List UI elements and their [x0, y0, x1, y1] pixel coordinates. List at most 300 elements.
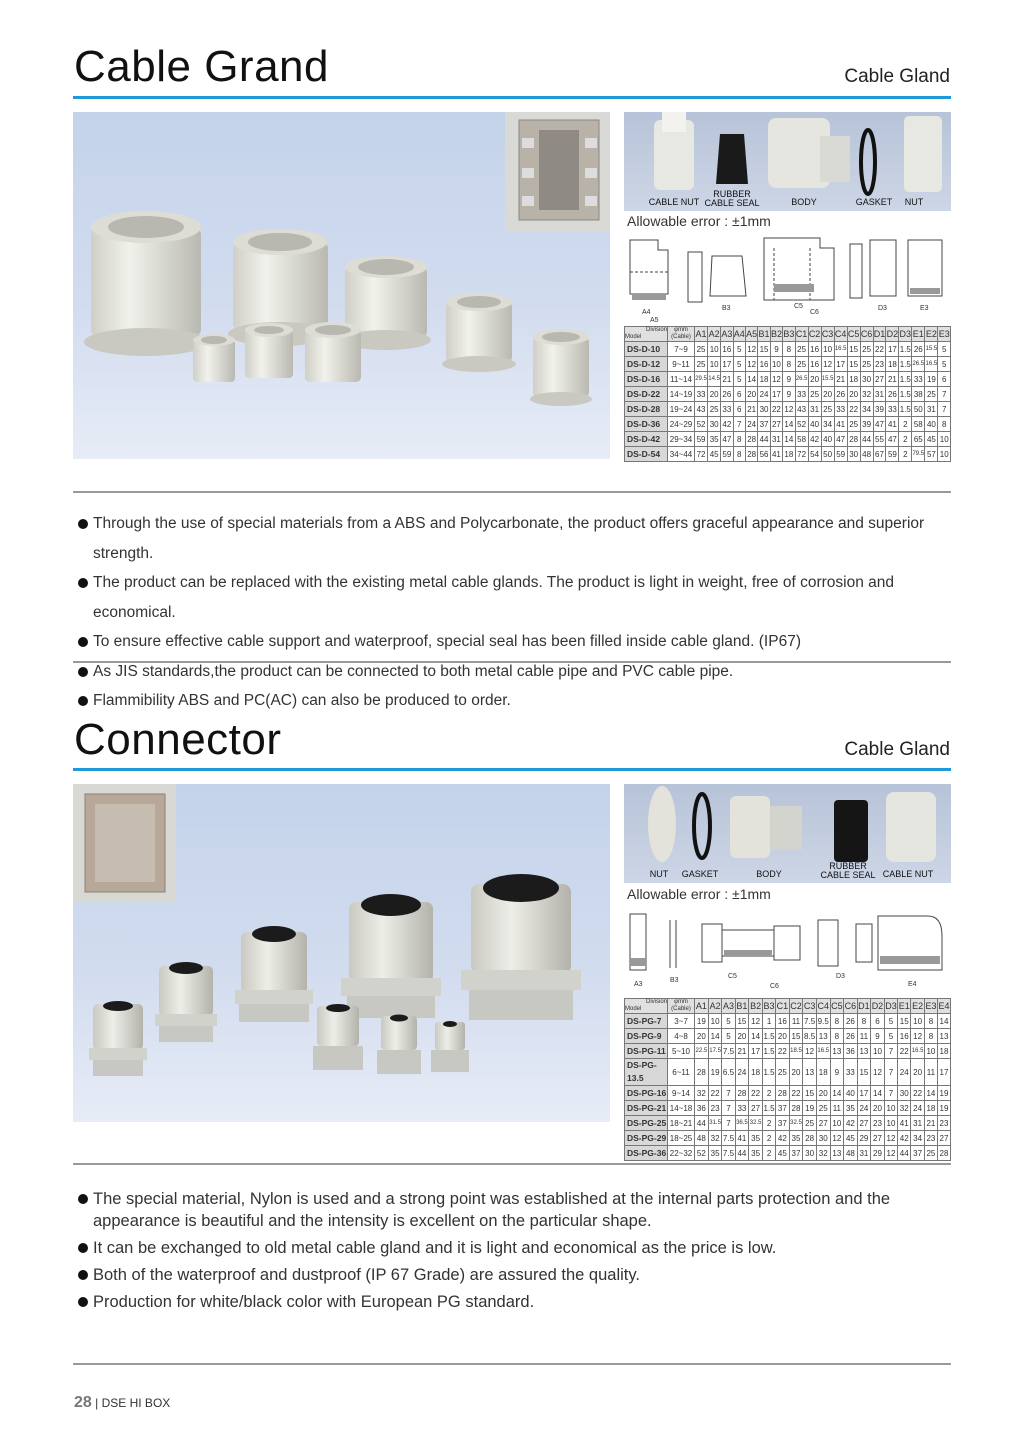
value-cell: 17.5 [708, 1044, 722, 1059]
column-header: D1 [857, 999, 871, 1014]
value-cell: 5 [722, 1029, 735, 1044]
value-cell: 7 [938, 402, 951, 417]
value-cell: 22 [749, 1086, 763, 1101]
value-cell: 59 [834, 447, 847, 462]
value-cell: 9 [783, 372, 795, 387]
value-cell: 7 [733, 417, 745, 432]
value-cell: 22.5 [695, 1044, 709, 1059]
value-cell: 14 [749, 1029, 763, 1044]
part-label-rubber-cable-seal: RUBBER CABLE SEAL [820, 861, 876, 880]
section-divider [73, 491, 951, 493]
value-cell: 59 [695, 432, 708, 447]
value-cell: 37 [776, 1116, 790, 1131]
column-header: C1 [776, 999, 790, 1014]
value-cell: 12 [803, 1044, 817, 1059]
value-cell: 17 [749, 1044, 763, 1059]
cable-grand-technical-drawing [624, 232, 951, 322]
header-model-label: Model [625, 1006, 642, 1012]
value-cell: 10 [924, 1044, 937, 1059]
cable-range-cell: 7~9 [668, 342, 695, 357]
table-header-row [625, 999, 951, 1014]
table-row [625, 1059, 951, 1086]
value-cell: 37 [758, 417, 770, 432]
value-cell: 2 [762, 1131, 775, 1146]
table-row [625, 402, 951, 417]
value-cell: 8 [830, 1014, 844, 1029]
value-cell: 52 [695, 417, 708, 432]
value-cell: 6 [733, 387, 745, 402]
value-cell: 30 [758, 402, 770, 417]
title-rule [73, 768, 951, 771]
column-header: C2 [789, 999, 803, 1014]
cable-range-cell: 19~24 [668, 402, 695, 417]
value-cell: 26 [834, 387, 847, 402]
value-cell: 7 [722, 1101, 735, 1116]
value-cell: 52 [695, 1146, 709, 1161]
feature-item: As JIS standards,the product can be connected to both metal cable pipe and PVC cable pipe. [76, 657, 956, 687]
value-cell: 17 [886, 342, 899, 357]
value-cell: 18.5 [789, 1044, 803, 1059]
value-cell: 27 [770, 417, 782, 432]
model-cell: DS-PG-16 [625, 1086, 668, 1101]
value-cell: 13 [803, 1059, 817, 1086]
value-cell: 6.5 [722, 1059, 735, 1086]
value-cell: 13 [816, 1029, 830, 1044]
value-cell: 19 [695, 1014, 709, 1029]
table-row [625, 1014, 951, 1029]
value-cell: 17 [770, 387, 782, 402]
value-cell: 12 [770, 372, 782, 387]
column-header: A5 [745, 327, 757, 342]
value-cell: 27 [871, 1131, 885, 1146]
column-header: C1 [795, 327, 808, 342]
value-cell: 23 [708, 1101, 722, 1116]
value-cell: 9 [770, 342, 782, 357]
value-cell: 26 [844, 1029, 858, 1044]
value-cell: 32 [898, 1101, 911, 1116]
model-cell: DS-D-16 [625, 372, 668, 387]
value-cell: 10 [708, 1014, 722, 1029]
value-cell: 28 [847, 432, 860, 447]
value-cell: 8 [857, 1014, 871, 1029]
cable-range-cell: 29~34 [668, 432, 695, 447]
value-cell: 25 [695, 357, 708, 372]
value-cell: 37 [789, 1146, 803, 1161]
value-cell: 19 [937, 1101, 950, 1116]
footer-separator: | [91, 1396, 102, 1410]
value-cell: 11 [789, 1014, 803, 1029]
value-cell: 59 [721, 447, 733, 462]
page-number: 28 [74, 1394, 92, 1411]
value-cell: 55 [873, 432, 886, 447]
value-cell: 10 [821, 342, 834, 357]
value-cell: 2 [762, 1086, 775, 1101]
value-cell: 5 [733, 342, 745, 357]
column-header: A1 [695, 327, 708, 342]
value-cell: 27 [873, 372, 886, 387]
value-cell: 10 [871, 1044, 885, 1059]
value-cell: 8 [733, 432, 745, 447]
connector-parts-photo [624, 784, 951, 883]
value-cell: 6 [871, 1014, 885, 1029]
value-cell: 5 [884, 1014, 898, 1029]
header-division-label: Division [645, 999, 667, 1005]
value-cell: 12 [871, 1059, 885, 1086]
value-cell: 29 [857, 1131, 871, 1146]
value-cell: 25 [795, 357, 808, 372]
value-cell: 1.5 [899, 357, 912, 372]
value-cell: 40 [925, 417, 938, 432]
cable-range-cell: 9~11 [668, 357, 695, 372]
model-cell: DS-PG-29 [625, 1131, 668, 1146]
value-cell: 7 [938, 387, 951, 402]
value-cell: 50 [821, 447, 834, 462]
value-cell: 27 [816, 1116, 830, 1131]
value-cell: 31 [911, 1116, 925, 1131]
value-cell: 45 [925, 432, 938, 447]
value-cell: 8 [733, 447, 745, 462]
value-cell: 20 [871, 1101, 885, 1116]
value-cell: 26.5 [795, 372, 808, 387]
cable-range-cell: 14~18 [668, 1101, 695, 1116]
value-cell: 33 [695, 387, 708, 402]
table-row [625, 387, 951, 402]
value-cell: 21 [924, 1116, 937, 1131]
value-cell: 7 [884, 1044, 898, 1059]
value-cell: 44 [695, 1116, 709, 1131]
value-cell: 20 [816, 1086, 830, 1101]
value-cell: 28 [745, 432, 757, 447]
value-cell: 47 [886, 432, 899, 447]
model-cell: DS-D-28 [625, 402, 668, 417]
value-cell: 15 [735, 1014, 749, 1029]
value-cell: 35 [749, 1131, 763, 1146]
page-footer [74, 1394, 170, 1412]
value-cell: 65 [912, 432, 925, 447]
column-header: A3 [722, 999, 735, 1014]
table-row [625, 1116, 951, 1131]
drawing-svg [624, 906, 951, 994]
value-cell: 12 [745, 357, 757, 372]
column-header: C5 [847, 327, 860, 342]
value-cell: 33 [912, 372, 925, 387]
value-cell: 5 [722, 1014, 735, 1029]
value-cell: 29 [871, 1146, 885, 1161]
value-cell: 19 [803, 1101, 817, 1116]
value-cell: 25 [860, 342, 873, 357]
section-divider [73, 1163, 951, 1165]
value-cell: 15 [847, 342, 860, 357]
feature-item: The special material, Nylon is used and a strong point was established at the internal parts protection and the appearance is beautiful and the intensity is excellent on the particular shape. [76, 1188, 952, 1232]
value-cell: 59 [886, 447, 899, 462]
value-cell: 9 [783, 387, 795, 402]
section-title-connector: Connector [74, 715, 282, 764]
value-cell: 24 [898, 1059, 911, 1086]
part-label-rubber-cable-seal: RUBBER CABLE SEAL [704, 189, 760, 208]
value-cell: 18 [937, 1044, 950, 1059]
value-cell: 1.5 [762, 1101, 775, 1116]
table-row [625, 432, 951, 447]
footer-brand: DSE HI BOX [101, 1396, 171, 1410]
value-cell: 6 [733, 402, 745, 417]
value-cell: 31 [873, 387, 886, 402]
table-row [625, 1029, 951, 1044]
drawing-label: D3 [878, 305, 887, 312]
value-cell: 27 [749, 1101, 763, 1116]
value-cell: 16.5 [816, 1044, 830, 1059]
value-cell: 7 [722, 1086, 735, 1101]
value-cell: 44 [758, 432, 770, 447]
value-cell: 58 [795, 432, 808, 447]
column-header: B3 [762, 999, 775, 1014]
value-cell: 14 [830, 1086, 844, 1101]
value-cell: 34 [860, 402, 873, 417]
value-cell: 15 [857, 1059, 871, 1086]
value-cell: 43 [795, 402, 808, 417]
cable-range-cell: 9~14 [668, 1086, 695, 1101]
connector-spec-table [624, 998, 951, 1161]
value-cell: 16.5 [925, 357, 938, 372]
value-cell: 41 [834, 417, 847, 432]
model-cell: DS-PG-11 [625, 1044, 668, 1059]
value-cell: 5 [884, 1029, 898, 1044]
value-cell: 58 [912, 417, 925, 432]
value-cell: 22 [776, 1044, 790, 1059]
model-cell: DS-D-36 [625, 417, 668, 432]
value-cell: 48 [860, 447, 873, 462]
value-cell: 15 [898, 1014, 911, 1029]
value-cell: 17 [937, 1059, 950, 1086]
value-cell: 16.5 [911, 1044, 925, 1059]
model-cell: DS-D-54 [625, 447, 668, 462]
value-cell: 10 [884, 1116, 898, 1131]
value-cell: 5 [938, 342, 951, 357]
value-cell: 14 [937, 1014, 950, 1029]
value-cell: 22 [911, 1086, 925, 1101]
value-cell: 27 [937, 1131, 950, 1146]
feature-item: The product can be replaced with the existing metal cable glands. The product is light in weight, free of corrosion and economical. [76, 568, 956, 627]
value-cell: 20 [708, 387, 721, 402]
header-cable-label: (Cable) [671, 1006, 691, 1012]
value-cell: 24 [911, 1101, 925, 1116]
value-cell: 25 [795, 342, 808, 357]
value-cell: 7 [884, 1086, 898, 1101]
value-cell: 2 [762, 1116, 775, 1131]
table-row [625, 1086, 951, 1101]
value-cell: 12 [911, 1029, 925, 1044]
title-rule [73, 96, 951, 99]
value-cell: 33 [795, 387, 808, 402]
section-divider [73, 661, 951, 663]
cable-grand-product-photo [73, 112, 610, 459]
value-cell: 15 [847, 357, 860, 372]
value-cell: 28 [776, 1086, 790, 1101]
value-cell: 17 [857, 1086, 871, 1101]
drawing-label: A5 [650, 317, 659, 322]
value-cell: 15.5 [925, 342, 938, 357]
value-cell: 22 [847, 402, 860, 417]
value-cell: 25 [924, 1146, 937, 1161]
column-header: D1 [873, 327, 886, 342]
value-cell: 13 [937, 1029, 950, 1044]
value-cell: 14 [871, 1086, 885, 1101]
value-cell: 41 [735, 1131, 749, 1146]
value-cell: 30 [860, 372, 873, 387]
value-cell: 12 [821, 357, 834, 372]
value-cell: 16 [808, 357, 821, 372]
header-model-label: Model [625, 334, 642, 340]
value-cell: 33 [834, 402, 847, 417]
column-header: A2 [708, 999, 722, 1014]
value-cell: 25 [776, 1059, 790, 1086]
value-cell: 30 [803, 1146, 817, 1161]
value-cell: 10 [911, 1014, 925, 1029]
drawing-label: E4 [908, 981, 917, 988]
value-cell: 26 [721, 387, 733, 402]
value-cell: 9 [830, 1059, 844, 1086]
column-header: B1 [758, 327, 770, 342]
value-cell: 14 [708, 1029, 722, 1044]
value-cell: 32 [695, 1086, 709, 1101]
value-cell: 18 [816, 1059, 830, 1086]
value-cell: 8 [783, 357, 795, 372]
cable-grand-feature-list [76, 509, 956, 716]
value-cell: 41 [886, 417, 899, 432]
cable-range-cell: 34~44 [668, 447, 695, 462]
value-cell: 10 [708, 342, 721, 357]
value-cell: 32 [816, 1146, 830, 1161]
value-cell: 12 [884, 1131, 898, 1146]
value-cell: 19 [708, 1059, 722, 1086]
drawing-label: C6 [810, 309, 819, 316]
value-cell: 15 [789, 1029, 803, 1044]
drawing-label: E3 [920, 305, 929, 312]
column-header: B2 [749, 999, 763, 1014]
connector-product-photo [73, 784, 610, 1122]
value-cell: 23 [924, 1131, 937, 1146]
value-cell: 50 [912, 402, 925, 417]
allowable-error-note: Allowable error : ±1mm [627, 886, 771, 902]
drawing-label: C5 [794, 303, 803, 310]
value-cell: 18 [886, 357, 899, 372]
value-cell: 26 [912, 342, 925, 357]
value-cell: 52 [795, 417, 808, 432]
section-subtitle: Cable Gland [844, 66, 950, 87]
feature-item: Both of the waterproof and dustproof (IP 67 Grade) are assured the quality. [76, 1264, 952, 1286]
value-cell: 8.5 [803, 1029, 817, 1044]
value-cell: 13 [830, 1146, 844, 1161]
value-cell: 30 [708, 417, 721, 432]
value-cell: 32.5 [789, 1116, 803, 1131]
value-cell: 33 [721, 402, 733, 417]
model-cell: DS-D-42 [625, 432, 668, 447]
value-cell: 2 [899, 447, 912, 462]
value-cell: 47 [873, 417, 886, 432]
column-header: E1 [898, 999, 911, 1014]
value-cell: 19 [937, 1086, 950, 1101]
value-cell: 24 [735, 1059, 749, 1086]
part-label-nut: NUT [649, 869, 669, 879]
value-cell: 45 [708, 447, 721, 462]
value-cell: 1.5 [899, 372, 912, 387]
value-cell: 12 [783, 402, 795, 417]
value-cell: 20 [847, 387, 860, 402]
value-cell: 8 [783, 342, 795, 357]
value-cell: 37 [776, 1101, 790, 1116]
column-header: C4 [834, 327, 847, 342]
table-row [625, 1101, 951, 1116]
table-row [625, 1044, 951, 1059]
value-cell: 15.5 [821, 372, 834, 387]
value-cell: 36.5 [735, 1116, 749, 1131]
value-cell: 8 [938, 417, 951, 432]
value-cell: 79.5 [912, 447, 925, 462]
column-header: C3 [803, 999, 817, 1014]
column-header: C4 [816, 999, 830, 1014]
value-cell: 18 [924, 1101, 937, 1116]
value-cell: 47 [721, 432, 733, 447]
drawing-svg [624, 232, 951, 322]
value-cell: 30 [847, 447, 860, 462]
value-cell: 33 [735, 1101, 749, 1116]
value-cell: 41 [770, 447, 782, 462]
value-cell: 16.5 [834, 342, 847, 357]
cable-range-cell: 18~21 [668, 1116, 695, 1131]
value-cell: 10 [938, 447, 951, 462]
value-cell: 30 [898, 1086, 911, 1101]
part-label-cable-nut: CABLE NUT [882, 869, 934, 879]
value-cell: 5 [733, 357, 745, 372]
part-label-body: BODY [756, 869, 782, 879]
value-cell: 25 [708, 402, 721, 417]
value-cell: 57 [925, 447, 938, 462]
value-cell: 12 [830, 1131, 844, 1146]
value-cell: 37 [911, 1146, 925, 1161]
value-cell: 32 [708, 1131, 722, 1146]
value-cell: 40 [844, 1086, 858, 1101]
cable-grand-photo-illustration [73, 112, 610, 459]
value-cell: 31 [857, 1146, 871, 1161]
value-cell: 22 [770, 402, 782, 417]
drawing-label: A3 [634, 981, 643, 988]
value-cell: 22 [873, 342, 886, 357]
footer-divider [73, 1363, 951, 1365]
value-cell: 7.5 [803, 1014, 817, 1029]
value-cell: 16 [898, 1029, 911, 1044]
value-cell: 13 [857, 1044, 871, 1059]
column-header: C6 [844, 999, 858, 1014]
cable-grand-parts-photo [624, 112, 951, 211]
column-header: E3 [938, 327, 951, 342]
value-cell: 21 [886, 372, 899, 387]
value-cell: 12 [884, 1146, 898, 1161]
value-cell: 11 [830, 1101, 844, 1116]
part-label-cable-nut: CABLE NUT [648, 197, 700, 207]
value-cell: 2 [899, 417, 912, 432]
feature-item: It can be exchanged to old metal cable gland and it is light and economical as the price is low. [76, 1237, 952, 1259]
cable-range-cell: 24~29 [668, 417, 695, 432]
value-cell: 5 [938, 357, 951, 372]
value-cell: 1.5 [899, 387, 912, 402]
value-cell: 27 [857, 1116, 871, 1131]
value-cell: 25 [816, 1101, 830, 1116]
value-cell: 16 [808, 342, 821, 357]
value-cell: 26 [886, 387, 899, 402]
value-cell: 23 [937, 1116, 950, 1131]
value-cell: 1.5 [762, 1059, 775, 1086]
value-cell: 24 [857, 1101, 871, 1116]
value-cell: 25 [803, 1116, 817, 1131]
